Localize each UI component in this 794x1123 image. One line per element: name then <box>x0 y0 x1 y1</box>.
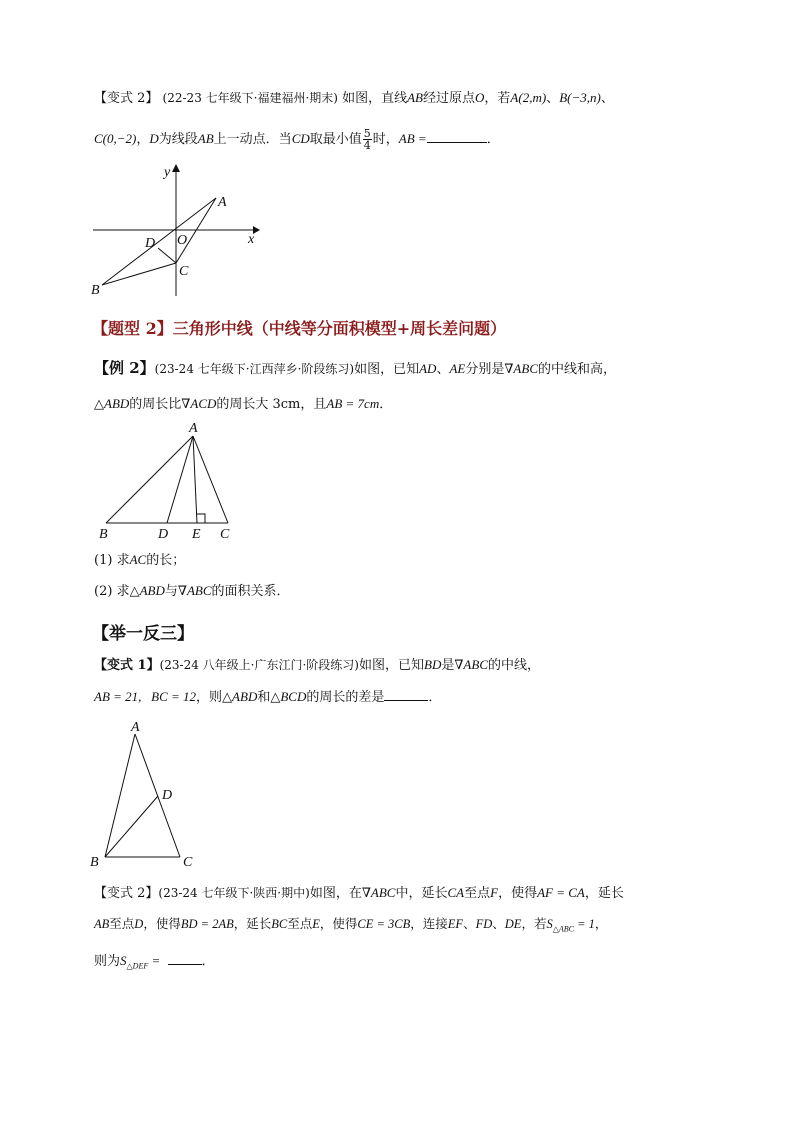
q1-text: 如图，直线 <box>342 91 408 106</box>
v2-text: 、 <box>492 916 505 931</box>
q1-text: 取最小值 <box>309 132 362 147</box>
v1-line-1 <box>94 656 540 675</box>
label-e: E <box>192 527 201 542</box>
label-x: x <box>248 232 255 247</box>
v2-line-3 <box>94 952 215 976</box>
q1-point-b: B(−3,n) <box>559 90 601 105</box>
v1-text: 是 <box>441 658 455 673</box>
s-abc <box>546 917 595 934</box>
sub-text: 与 <box>164 584 178 599</box>
ex2-text: 分别是 <box>465 362 505 377</box>
label-d: D <box>162 788 173 803</box>
v2-math: BC <box>271 917 288 931</box>
q1-math: O <box>475 90 485 105</box>
label-c: C <box>183 855 193 870</box>
v1-math: ∇ABC <box>454 657 488 672</box>
answer-blank[interactable] <box>384 688 428 701</box>
q1-figure <box>88 160 268 300</box>
fraction-denominator: 4 <box>363 139 371 152</box>
v2-math: CA <box>447 885 465 900</box>
v2-math: AB <box>94 917 110 931</box>
v2-text: ，使得 <box>498 886 538 901</box>
v2-math: CE = 3CB <box>357 917 411 931</box>
s-value: = 1 <box>573 917 595 931</box>
q1-text: 、 <box>600 91 614 106</box>
sub-text: 的面积关系． <box>211 584 290 599</box>
sub-number: (2) <box>94 584 113 599</box>
sub-number: (1) <box>94 553 113 568</box>
v2-line-1 <box>94 884 624 903</box>
right-angle-mark <box>197 514 205 523</box>
v2-math: BD = 2AB <box>180 917 234 931</box>
q1-point-a: A(2,m) <box>510 90 547 105</box>
q1-text: ， <box>136 132 150 147</box>
q1-fraction <box>363 128 372 151</box>
v2-tag: 【变式 2】 <box>94 886 159 901</box>
ex2-line-1 <box>94 359 616 379</box>
ex2-text: ． <box>379 397 393 412</box>
v1-figure <box>88 714 208 870</box>
sub-math: △ABD <box>129 583 165 598</box>
v1-text: 如图，已知 <box>358 658 424 673</box>
v2-math: EF <box>447 917 464 931</box>
answer-blank[interactable] <box>168 952 202 965</box>
v2-text: ，延长 <box>233 916 272 931</box>
v2-text: 至点 <box>109 916 135 931</box>
v1-text: 的周长的差是 <box>306 690 385 705</box>
q1-line-1 <box>94 89 614 108</box>
label-d: D <box>145 236 156 251</box>
q1-text: 、 <box>546 91 560 106</box>
q1-answer-label: AB = <box>398 131 427 146</box>
v1-text: ，则 <box>196 690 223 705</box>
segment-ae <box>193 436 197 523</box>
ex2-sub-question-2 <box>94 582 290 601</box>
q1-math: CD <box>291 131 310 146</box>
ex2-text: 如图，已知 <box>354 362 420 377</box>
fraction-numerator: 5 <box>363 127 371 140</box>
v1-math: △ABD <box>222 689 258 704</box>
q1-text: ，若 <box>484 91 511 106</box>
sub-text: 求 <box>116 553 130 568</box>
v2-text: 如图，在 <box>309 886 362 901</box>
label-b: B <box>99 527 108 542</box>
v2-text: 至点 <box>287 916 313 931</box>
v2-math: ∇ABC <box>361 885 396 900</box>
v2-math: FD <box>475 917 493 931</box>
v2-text: ，连接 <box>410 916 448 931</box>
v1-text: 和 <box>257 690 271 705</box>
q1-line-2 <box>94 128 500 151</box>
v2-math: AF = CA <box>537 885 585 900</box>
q1-text: ． <box>486 132 500 147</box>
v2-math: F <box>490 885 499 900</box>
v2-text: ，若 <box>521 916 547 931</box>
q1-math: AB <box>197 131 214 146</box>
ex2-source: (23-24 七年级下·江西萍乡·阶段练习) <box>154 362 355 376</box>
segment-ac <box>193 436 228 523</box>
v2-text: ，使得 <box>143 916 181 931</box>
v2-text: 则为 <box>94 954 121 969</box>
y-axis-arrow-icon <box>172 164 180 172</box>
segment-ab <box>102 198 216 285</box>
label-c: C <box>220 527 230 542</box>
v1-text: 的中线， <box>488 658 541 673</box>
v2-text: ，延长 <box>584 886 624 901</box>
q1-text: 时， <box>372 132 399 147</box>
answer-blank[interactable] <box>427 130 487 143</box>
segment-cd <box>158 248 176 263</box>
v2-math: DE <box>504 917 522 931</box>
s-symbol: S <box>546 917 553 931</box>
heading-title: 三角形中线（中线等分面积模型+周长差问题） <box>172 319 507 338</box>
label-a: A <box>218 195 227 210</box>
section-heading-3 <box>92 619 194 644</box>
s-subscript: △DEF <box>126 961 149 971</box>
ex2-tag: 【例 2】 <box>94 359 155 377</box>
v2-text: ，使得 <box>319 916 358 931</box>
v1-values: AB = 21, BC = 12 <box>94 689 197 704</box>
label-a: A <box>189 421 198 436</box>
v1-math: BD <box>424 657 442 672</box>
label-b: B <box>90 855 99 870</box>
v1-math: △BCD <box>270 689 307 704</box>
s-equals: = <box>148 953 164 968</box>
label-b: B <box>91 283 100 298</box>
ex2-math: ∇ABC <box>504 361 538 376</box>
label-d: D <box>158 527 169 542</box>
ex2-math: AB = 7cm <box>326 396 380 411</box>
ex2-math: △ABD <box>94 396 130 411</box>
ex2-text: 、 <box>436 362 450 377</box>
sub-math: ∇ABC <box>177 583 212 598</box>
v2-math: E <box>312 917 320 931</box>
v2-text: ． <box>201 954 215 969</box>
q1-text: 为线段 <box>158 132 198 147</box>
q1-math: AB <box>407 90 423 105</box>
ex2-figure <box>94 418 244 544</box>
v2-text: 至点 <box>464 886 491 901</box>
heading-title: 【举一反三】 <box>92 624 194 644</box>
s-subscript: △ABC <box>552 924 574 934</box>
label-a: A <box>131 720 140 735</box>
ex2-text: 的中线和高， <box>538 362 617 377</box>
v2-source: (23-24 七年级下·陕西·期中) <box>158 886 310 900</box>
label-c: C <box>179 264 189 279</box>
v1-source: (23-24 八年级上·广东江门·阶段练习) <box>159 658 359 672</box>
q1-point-c: C(0,−2) <box>94 131 137 146</box>
sub-text: 求 <box>116 584 130 599</box>
ex2-math: AD <box>419 361 437 376</box>
v2-text: 中，延长 <box>395 886 448 901</box>
q1-math: D <box>149 131 159 146</box>
v2-text: 、 <box>463 916 476 931</box>
q1-tag: 【变式 2】 <box>94 91 159 106</box>
s-symbol: S <box>120 953 127 968</box>
v2-text: ， <box>594 916 608 931</box>
segment-bc <box>102 263 176 285</box>
v2-math: D <box>134 917 144 931</box>
segment-ac <box>135 734 180 857</box>
q1-text: 经过原点 <box>423 91 476 106</box>
sub-text: 的长； <box>146 553 186 568</box>
s-def <box>120 953 164 971</box>
v2-line-2 <box>94 915 607 939</box>
v1-text: ． <box>428 690 442 705</box>
sub-math: AC <box>129 552 147 567</box>
q1-source: (22-23 七年级下·福建福州·期末) <box>162 91 338 105</box>
ex2-math: ∇ACD <box>181 396 217 411</box>
label-o: O <box>177 233 188 248</box>
section-heading-2 <box>92 316 506 339</box>
v1-tag: 【变式 1】 <box>94 658 160 673</box>
ex2-sub-question-1 <box>94 551 185 570</box>
q1-text: 上一动点．当 <box>213 132 292 147</box>
ex2-text: 的周长比 <box>129 397 182 412</box>
ex2-line-2 <box>94 395 392 414</box>
ex2-text: 的周长大 3cm，且 <box>216 397 327 412</box>
ex2-math: AE <box>449 361 466 376</box>
segment-ab <box>105 734 135 857</box>
label-y: y <box>164 165 171 180</box>
heading-tag: 【题型 2】 <box>92 319 173 338</box>
v1-line-2 <box>94 688 441 707</box>
